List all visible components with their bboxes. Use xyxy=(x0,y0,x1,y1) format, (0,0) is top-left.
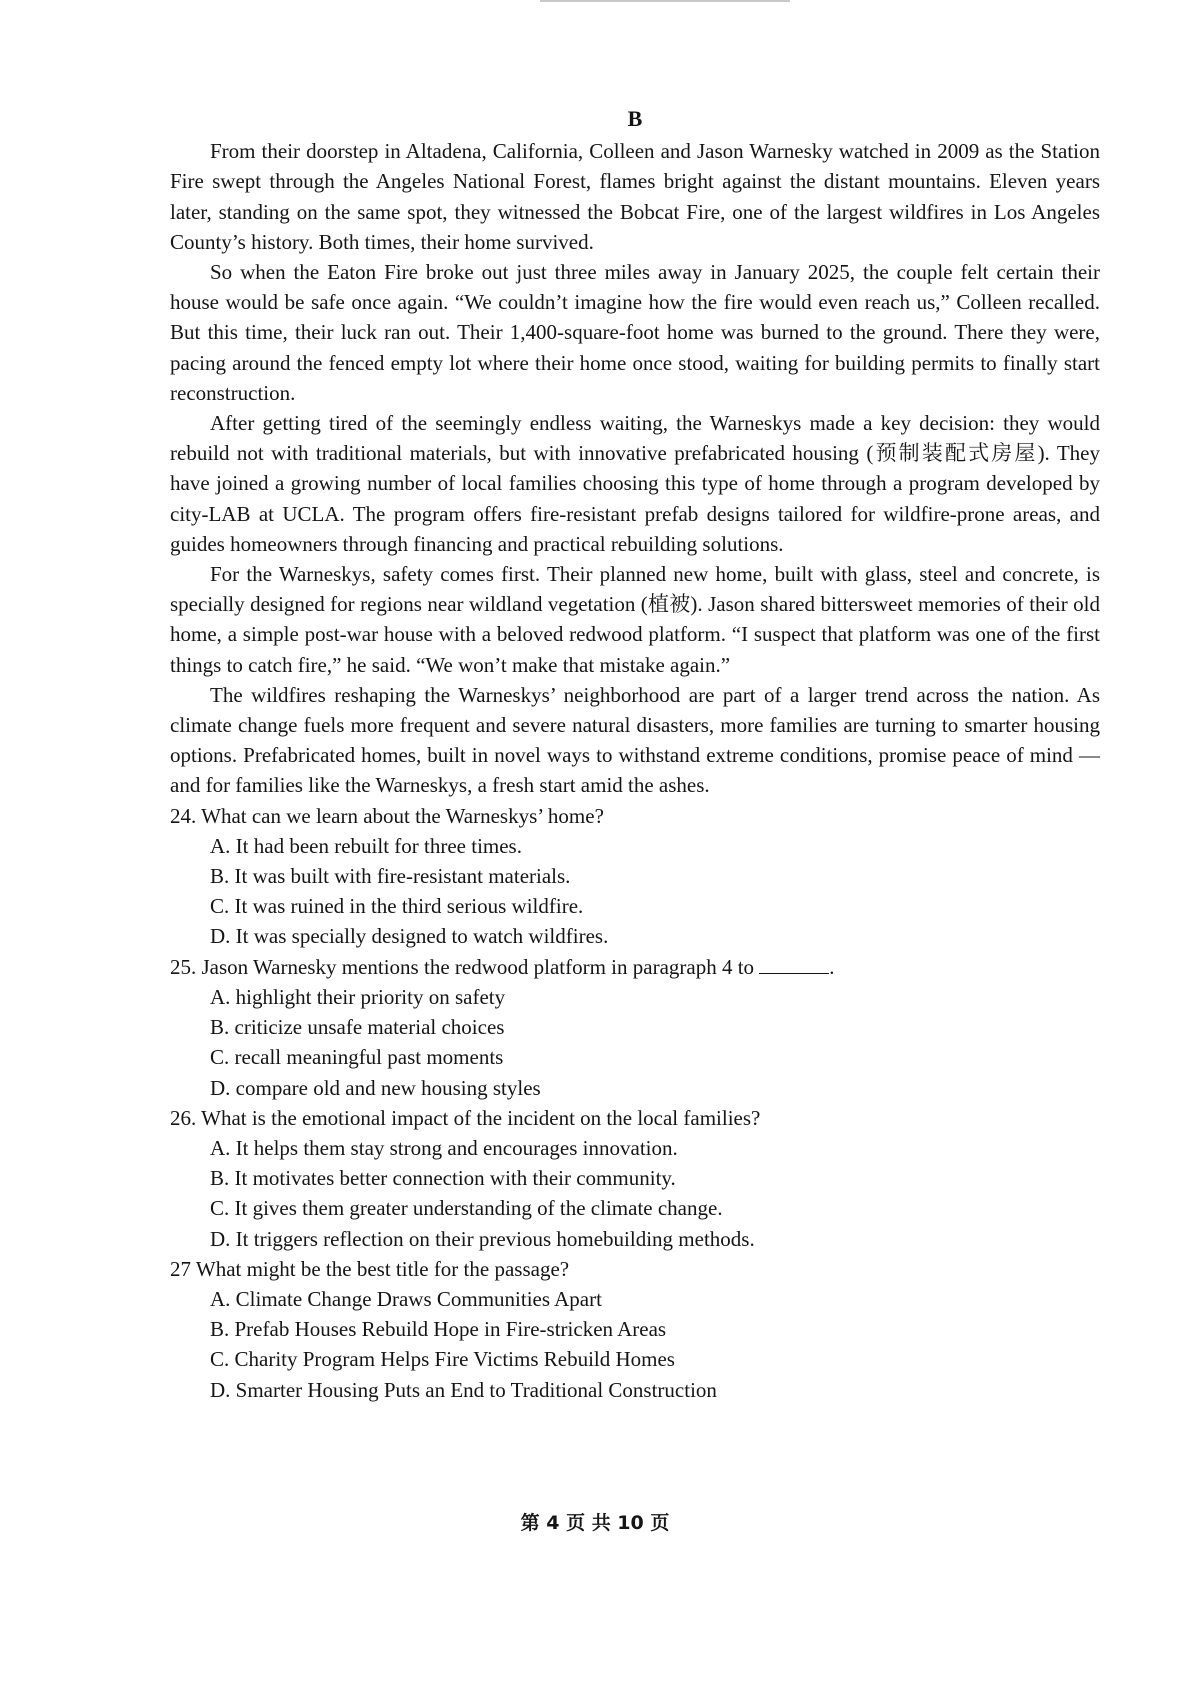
question-stem xyxy=(170,801,1100,831)
option-b: B. It was built with fire-resistant materials. xyxy=(210,864,571,889)
option-d: D. It triggers reflection on their previous homebuilding methods. xyxy=(210,1226,755,1251)
passage-paragraph-4: For the Warneskys, safety comes first. Their planned new home, built with glass, steel and concrete, is specially designed for regions near wildland vegetation (植被). Jason shared bittersweet memories of their old home, a simple post-war house with a beloved redwood platform. “I suspect that platform was one of the first things to catch fire,” he said. “We won’t make that mistake again.” xyxy=(170,562,1100,677)
exam-page xyxy=(170,104,1100,1405)
question-stem xyxy=(170,1254,1100,1284)
question-26 xyxy=(170,1103,1100,1254)
question-24 xyxy=(170,801,1100,952)
question-25 xyxy=(170,952,1100,1103)
option-b: B. Prefab Houses Rebuild Hope in Fire-stricken Areas xyxy=(210,1317,667,1342)
question-stem-text: 24. What can we learn about the Warneskys’ home? xyxy=(170,803,604,828)
passage-paragraph-1: From their doorstep in Altadena, California, Colleen and Jason Warnesky watched in 2009 as the Station Fire swept through the Angeles National Forest, flames bright against the distant mountains. Eleven years later, standing on the same spot, they witnessed the Bobcat Fire, one of the largest wildfires in Los Angeles County’s history. Both times, their home survived. xyxy=(170,139,1100,254)
option-c: C. It was ruined in the third serious wildfire. xyxy=(210,894,584,919)
passage-paragraph-2: So when the Eaton Fire broke out just three miles away in January 2025, the couple felt certain their house would be safe once again. “We couldn’t imagine how the fire would even reach us,” Colleen recalled. But this time, their luck ran out. Their 1,400-square-foot home was burned to the ground. There they were, pacing around the fenced empty lot where their home once stood, waiting for building permits to finally start reconstruction. xyxy=(170,260,1100,405)
section-label: B xyxy=(627,106,643,131)
option-b: B. It motivates better connection with their community. xyxy=(210,1166,676,1191)
passage-paragraph-3: After getting tired of the seemingly endless waiting, the Warneskys made a key decision: they would rebuild not with traditional materials, but with innovative prefabricated housing (预制装配式房屋). They have joined a growing number of local families choosing this type of home through a program developed by city-LAB at UCLA. The program offers fire-resistant prefab designs tailored for wildfire-prone areas, and guides homeowners through financing and practical rebuilding solutions. xyxy=(170,411,1100,556)
option-d: D. It was specially designed to watch wildfires. xyxy=(210,924,609,949)
question-stem xyxy=(170,952,1100,982)
option-c: C. Charity Program Helps Fire Victims Rebuild Homes xyxy=(210,1347,675,1372)
question-stem xyxy=(170,1103,1100,1133)
question-stem-text: 27 What might be the best title for the passage? xyxy=(170,1256,570,1281)
answer-blank xyxy=(759,953,829,974)
top-divider xyxy=(540,0,790,2)
option-c: C. It gives them greater understanding of the climate change. xyxy=(210,1196,723,1221)
option-c: C. recall meaningful past moments xyxy=(210,1045,504,1070)
passage-paragraph-5: The wildfires reshaping the Warneskys’ neighborhood are part of a larger trend across the nation. As climate change fuels more frequent and severe natural disasters, more families are turning to smarter housing options. Prefabricated homes, built in novel ways to withstand extreme conditions, promise peace of mind — and for families like the Warneskys, a fresh start amid the ashes. xyxy=(170,682,1100,798)
question-27 xyxy=(170,1254,1100,1405)
passage xyxy=(170,136,1100,800)
option-d: D. compare old and new housing styles xyxy=(210,1075,541,1100)
question-stem-text: 25. Jason Warnesky mentions the redwood platform in paragraph 4 to xyxy=(170,954,755,979)
page-number-footer: 第 4 页 共 10 页 xyxy=(520,1512,670,1534)
option-d: D. Smarter Housing Puts an End to Traditional Construction xyxy=(210,1377,717,1402)
option-a: A. Climate Change Draws Communities Apart xyxy=(210,1286,602,1311)
option-a: A. highlight their priority on safety xyxy=(210,984,506,1009)
option-a: A. It had been rebuilt for three times. xyxy=(210,833,522,858)
question-stem-end: . xyxy=(829,954,835,979)
option-b: B. criticize unsafe material choices xyxy=(210,1015,505,1040)
option-a: A. It helps them stay strong and encourages innovation. xyxy=(210,1135,678,1160)
question-stem-text: 26. What is the emotional impact of the incident on the local families? xyxy=(170,1105,761,1130)
